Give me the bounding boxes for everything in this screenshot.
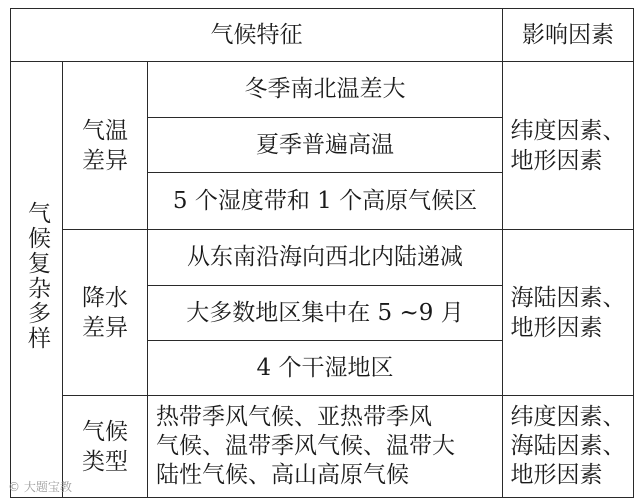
types-line: 气候、温带季风气候、温带大: [156, 433, 455, 459]
factor-cell: [503, 230, 634, 396]
factor-line: 地形因素: [510, 314, 603, 341]
factor-cell: [503, 396, 634, 498]
section-name-line: 差异: [82, 147, 128, 174]
header-row: [11, 9, 634, 62]
table-row: [11, 230, 634, 286]
factor-cell: [503, 62, 634, 230]
types-line: 热带季风气候、亚热带季风: [156, 404, 432, 430]
factor-line: 纬度因素、: [510, 117, 626, 144]
feature-cell: 4 个干湿地区: [148, 341, 503, 396]
header-factors: 影响因素: [503, 9, 634, 62]
feature-cell: 冬季南北温差大: [148, 62, 503, 118]
section-name-line: 气候: [82, 418, 128, 445]
climate-feature-table: [10, 8, 634, 498]
feature-cell: 夏季普遍高温: [148, 118, 503, 173]
header-features: 气候特征: [11, 9, 503, 62]
table-row: [11, 62, 634, 118]
section-type-name: [63, 396, 148, 498]
section-name-line: 差异: [82, 314, 128, 341]
table-row: [11, 396, 634, 498]
factor-line: 海陆因素、: [510, 284, 626, 311]
section-name-line: 气温: [82, 117, 128, 144]
watermark: © 大题宝教: [8, 480, 72, 494]
section-name-line: 类型: [82, 448, 128, 475]
section-name-line: 降水: [82, 284, 128, 311]
factor-line: 纬度因素、: [510, 404, 626, 430]
types-line: 陆性气候、高山高原气候: [156, 462, 409, 488]
climate-types-cell: [148, 396, 503, 498]
factor-line: 海陆因素、: [510, 433, 626, 459]
feature-cell: 大多数地区集中在 5 ~9 月: [148, 286, 503, 341]
section-temperature-name: [63, 62, 148, 230]
feature-cell: 从东南沿海向西北内陆递减: [148, 230, 503, 286]
section-precipitation-name: [63, 230, 148, 396]
main-group-cell: [11, 62, 63, 498]
factor-line: 地形因素: [510, 147, 603, 174]
factor-line: 地形因素: [510, 462, 603, 488]
main-group-label: 气候复杂多样: [24, 200, 50, 351]
feature-cell: 5 个湿度带和 1 个高原气候区: [148, 173, 503, 230]
